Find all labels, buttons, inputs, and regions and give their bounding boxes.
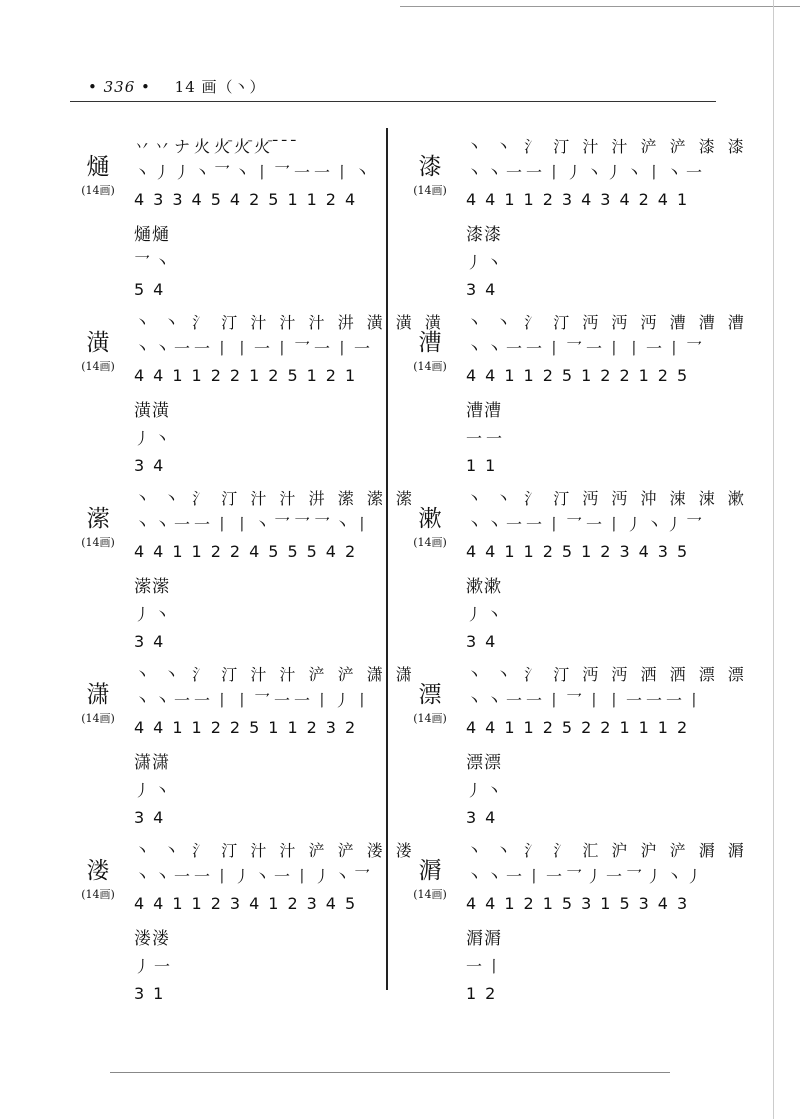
- stroke-shapes: 丶丶一一丨乛一丨丨一丨乛: [466, 339, 707, 358]
- build-sequence: 丶 丶 氵 氵 汇 沪 沪 浐 漘 漘: [466, 841, 748, 860]
- continued-numbers: 34: [134, 808, 173, 827]
- entry-character: 漂: [418, 682, 442, 708]
- stroke-numbers: 441125122125: [466, 366, 697, 385]
- continued-sequence: 漂漂: [466, 753, 502, 773]
- continued-strokes: 丿丶: [134, 781, 175, 800]
- entry-character: 潢: [86, 330, 110, 356]
- stroke-count: (14画): [413, 712, 447, 725]
- continued-strokes: 丿丶: [134, 605, 175, 624]
- stroke-count: (14画): [81, 360, 115, 373]
- continued-strokes: 乛丶: [134, 253, 175, 272]
- continued-sequence: 溇溇: [134, 929, 170, 949]
- build-sequence: 丶 丶 氵 汀 汁 汁 汫 潆 潆 潆: [134, 489, 416, 508]
- entry-character: 漱: [418, 506, 442, 532]
- continued-numbers: 12: [466, 984, 505, 1003]
- entry-character: 漘: [418, 858, 442, 884]
- stroke-count: (14画): [413, 360, 447, 373]
- continued-sequence: 漘漘: [466, 929, 502, 949]
- continued-strokes: 一一: [466, 429, 507, 448]
- stroke-shapes: 丶丶一一丨丨丶乛乛乛丶丨: [134, 515, 375, 534]
- stroke-shapes: 丶丶一一丨丨乛一一丨丿丨: [134, 691, 375, 710]
- build-sequence: 丶 丶 氵 汀 汁 汁 汁 汫 潢 潢 潢: [134, 313, 445, 332]
- continued-strokes: 丿丶: [466, 605, 507, 624]
- stroke-shapes: 丶丿丿丶乛丶丨乛一一丨丶: [134, 163, 375, 182]
- stroke-count: (14画): [413, 184, 447, 197]
- entry-character: 潆: [86, 506, 110, 532]
- stroke-numbers: 441123434241: [466, 190, 697, 209]
- bottom-rule: [110, 1072, 670, 1073]
- stroke-count: (14画): [81, 536, 115, 549]
- header-rule: [70, 101, 716, 102]
- continued-strokes: 一丨: [466, 957, 507, 976]
- stroke-count: (14画): [81, 888, 115, 901]
- stroke-count: (14画): [81, 712, 115, 725]
- stroke-numbers: 441123412345: [134, 894, 365, 913]
- continued-strokes: 丿丶: [466, 781, 507, 800]
- continued-strokes: 丿一: [134, 957, 175, 976]
- continued-numbers: 34: [134, 456, 173, 475]
- build-sequence: 丶 丶 氵 汀 汁 汁 浐 浐 潇 潇: [134, 665, 416, 684]
- stroke-numbers: 441122455542: [134, 542, 365, 561]
- continued-sequence: 潢潢: [134, 401, 170, 421]
- stroke-count: (14画): [413, 536, 447, 549]
- stroke-numbers: 441125123435: [466, 542, 697, 561]
- stroke-numbers: 441215315343: [466, 894, 697, 913]
- continued-strokes: 丿丶: [466, 253, 507, 272]
- continued-numbers: 31: [134, 984, 173, 1003]
- right-edge-rule: [773, 0, 774, 1119]
- continued-sequence: 漱漱: [466, 577, 502, 597]
- stroke-numbers: 433454251124: [134, 190, 365, 209]
- continued-numbers: 34: [466, 808, 505, 827]
- build-sequence: 丶 丶 氵 汀 汁 汁 浐 浐 溇 溇: [134, 841, 416, 860]
- entry-character: 潇: [86, 682, 110, 708]
- stroke-shapes: 丶丶一丨一乛丿一乛丿丶丿: [466, 867, 707, 886]
- stroke-shapes: 丶丶一一丨丨一丨乛一丨一: [134, 339, 375, 358]
- continued-sequence: 漆漆: [466, 225, 502, 245]
- continued-numbers: 54: [134, 280, 173, 299]
- continued-strokes: 丿丶: [134, 429, 175, 448]
- entry-character: 漕: [418, 330, 442, 356]
- stroke-numbers: 441122125121: [134, 366, 365, 385]
- continued-numbers: 11: [466, 456, 505, 475]
- page-header: [88, 76, 266, 97]
- stroke-count: (14画): [81, 184, 115, 197]
- build-sequence: 丶 丶 氵 汀 沔 沔 沖 涑 涑 漱: [466, 489, 748, 508]
- continued-sequence: 漕漕: [466, 401, 502, 421]
- top-rule: [400, 6, 800, 7]
- continued-numbers: 34: [134, 632, 173, 651]
- stroke-count: (14画): [413, 888, 447, 901]
- entry-character: 熥: [86, 154, 110, 180]
- entry-character: 溇: [86, 858, 110, 884]
- page-number: • 336 •: [88, 78, 151, 96]
- stroke-shapes: 丶丶一一丨乛一丨丿丶丿乛: [466, 515, 707, 534]
- build-sequence: 丶 丶 氵 汀 沔 沔 洒 洒 漂 漂: [466, 665, 748, 684]
- stroke-shapes: 丶丶一一丨丿丶一丨丿丶乛: [134, 867, 375, 886]
- entry-character: 漆: [418, 154, 442, 180]
- continued-numbers: 34: [466, 280, 505, 299]
- build-sequence: 丶 丶 氵 汀 沔 沔 沔 漕 漕 漕: [466, 313, 748, 332]
- continued-sequence: 熥熥: [134, 225, 170, 245]
- build-sequence: 丷丷ナ火火̄火̄火̄ ̄ ̄ ̄: [134, 137, 302, 156]
- continued-sequence: 潇潇: [134, 753, 170, 773]
- stroke-numbers: 441125221112: [466, 718, 697, 737]
- continued-numbers: 34: [466, 632, 505, 651]
- build-sequence: 丶 丶 氵 汀 汁 汁 浐 浐 漆 漆: [466, 137, 748, 156]
- section-title: 14 画（丶）: [174, 78, 266, 96]
- stroke-numbers: 441122511232: [134, 718, 365, 737]
- continued-sequence: 潆潆: [134, 577, 170, 597]
- stroke-shapes: 丶丶一一丨丿丶丿丶丨丶一: [466, 163, 707, 182]
- stroke-shapes: 丶丶一一丨乛丨丨一一一丨: [466, 691, 707, 710]
